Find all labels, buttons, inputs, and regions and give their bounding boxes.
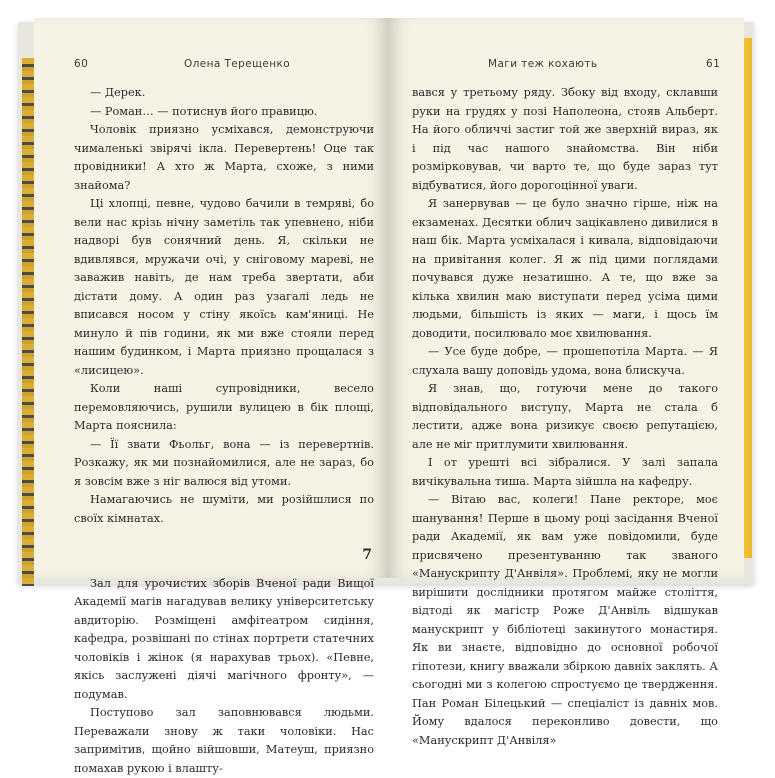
right-page-number: 61: [706, 58, 721, 70]
paragraph: вався у третьому ряду. Збоку від входу, склавши руки на грудях у позі Наполеона, стояв Альберт. На його обличчі застиг той же зверхній вираз, як і під час нашого знайомства. Він ніби розмірковував, чи варто те, що буде зараз тут відбуватися, його дорогоцінної уваги.: [412, 86, 718, 192]
chapter-number: 7: [362, 547, 372, 563]
paragraph: Чоловік приязно усміхався, демонструючи чималенькі звірячі ікла. Перевертень! Оце так провідники! А хто ж Марта, схоже, з ними знайома?: [74, 123, 374, 192]
paragraph: — Вітаю вас, колеги! Пане ректоре, моє шанування! Перше в цьому році засідання Вченої ради Академії, як вам уже повідомили, буде присвячено презентуванню так званого «Манускрипту Д'Анвіля». Проблемі, яку не могли вирішити дослідники протягом майже століття, відтоді як магістр Роже Д'Анвіль відшукав манускрипт у бібліотеці закинутого монастиря. Як ви знаєте, відповідно до основної робочої гіпотези, книгу вважали збіркою давніх заклять. А сьогодні ми з колегою спростуємо це твердження. Пан Роман Білецький — спеціаліст із давніх мов. Йому вдалося переконливо довести, що «Манускрипт Д'Анвіля»: [412, 493, 718, 747]
page-edges-left: [22, 58, 34, 586]
paragraph: Я знав, що, готуючи мене до такого відповідального виступу, Марта не стала б лестити, адже вона ризикує своєю репутацією, але не міг притлумити хвилювання.: [412, 382, 718, 451]
paragraph: — Роман… — потиснув його правицю.: [90, 104, 318, 118]
right-running-head: Маги теж кохають: [488, 58, 598, 70]
right-page: [388, 18, 744, 747]
right-page-text: [412, 84, 718, 750]
open-book: [18, 18, 758, 775]
paragraph: Намагаючись не шуміти, ми розійшлися по своїх кімнатах.: [74, 493, 374, 525]
paragraph: — Дерек.: [90, 86, 146, 99]
paragraph: Поступово зал заповнювався людьми. Переважали знову ж таки чоловіки. Нас запримітив, щойно війшовши, Матеуш, приязно помахав рукою і влашту-: [74, 706, 374, 775]
paragraph: Я занервував — це було значно гірше, ніж на екзаменах. Десятки облич зацікавлено дивилися в наш бік. Марта усміхалася і кивала, відповідаючи на привітання колег. Я ж під цими поглядами почувався дуже незатишно. А те, що вже за кілька хвилин маю виступати перед усіма цими людьми, більшість із яких — маги, і щось їм доводити, посилювало моє хвилювання.: [412, 197, 718, 340]
paragraph: Коли наші супровідники, весело перемовляючись, рушили вулицею в бік площі, Марта пояснила:: [74, 382, 374, 432]
paragraph: — Усе буде добре, — прошепотіла Марта. — Я слухала вашу доповідь удома, вона блискуча.: [412, 345, 718, 377]
left-page-number: 60: [74, 58, 89, 70]
paragraph: — Її звати Фьольг, вона — із перевертнів. Розкажу, як ми познайомилися, але не зараз, бо я зовсім вже з ніг валюся від утоми.: [74, 437, 374, 488]
paragraph: І от урешті всі зібралися. У залі запала вичікувальна тиша. Марта зійшла на кафедру.: [412, 456, 718, 488]
left-page: [34, 18, 388, 775]
left-page-text: [74, 84, 374, 778]
paragraph: Зал для урочистих зборів Вченої ради Вищої Академії магів нагадував велику університетську авдиторію. Розміщені амфітеатром сидіння, кафедра, розвішані по стінах портрети статечних чоловіків і жінок (я нарахував трьох). «Певне, якісь заслужені діячі магічного фронту», — подумав.: [74, 576, 374, 701]
paragraph: Ці хлопці, певне, чудово бачили в темряві, бо вели нас крізь нічну заметіль так упевнено, ніби надворі був сонячний день. Я, скільки не вдивлявся, мружачи очі, у сніговому мареві, не заважив навіть, де нам треба звертати, аби дістати дому. А один раз узагалі ледь не вписався носом у стіну якоїсь кам'яниці. Не минуло й пів години, як ми вже стояли перед нашим будинком, і Марта приязно прощалася з «лисицею».: [74, 197, 374, 377]
left-running-head: Олена Терещенко: [184, 58, 291, 70]
